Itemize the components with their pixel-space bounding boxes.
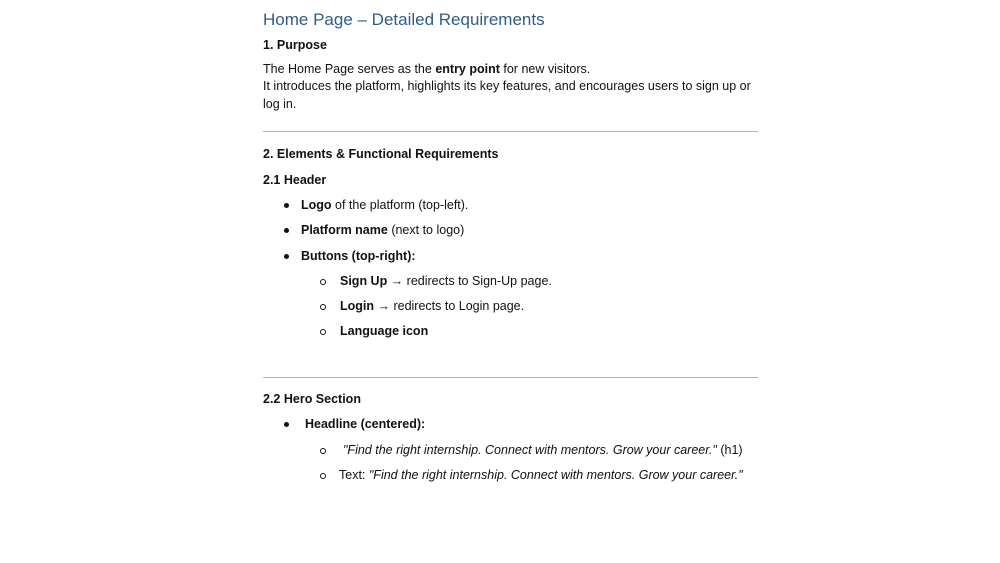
list-item-logo: Logo of the platform (top-left). [301,198,469,212]
ring-bullet-icon [320,304,326,310]
purpose-line-2: It introduces the platform, highlights its key features, and encourages users to sign up or log in. [263,79,751,111]
list-item-sign-up: Sign Up → redirects to Sign-Up page. [340,274,552,288]
hero-section-heading: 2.2 Hero Section [263,392,361,406]
list-item-buttons: Buttons (top-right): [301,249,416,263]
bullet-icon [284,203,289,208]
list-item-login: Login → redirects to Login page. [340,299,525,313]
divider [263,377,758,378]
bullet-icon [284,254,289,259]
list-item-headline: Headline (centered): [305,417,426,431]
ring-bullet-icon [320,473,326,479]
document-title: Home Page – Detailed Requirements [263,10,545,29]
purpose-line-1: The Home Page serves as the entry point for new visitors. [263,62,591,76]
bullet-icon [284,228,289,233]
list-item-language-icon: Language icon [340,324,429,338]
header-section-heading: 2.1 Header [263,173,327,187]
list-item-platform-name: Platform name (next to logo) [301,223,465,237]
list-item-text: Text: "Find the right internship. Connect with mentors. Grow your career." [339,468,743,482]
ring-bullet-icon [320,329,326,335]
elements-heading: 2. Elements & Functional Requirements [263,147,499,161]
ring-bullet-icon [320,279,326,285]
divider [263,131,758,132]
bullet-icon [284,422,289,427]
ring-bullet-icon [320,448,326,454]
purpose-heading: 1. Purpose [263,38,327,52]
list-item-h1: "Find the right internship. Connect with mentors. Grow your career." (h1) [343,443,743,457]
